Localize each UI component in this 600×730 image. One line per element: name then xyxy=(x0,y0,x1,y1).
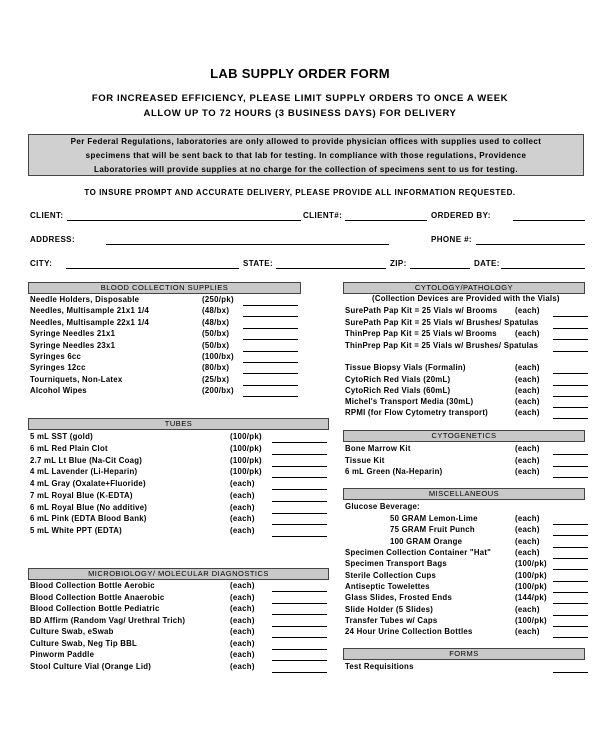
list-item: 5 mL White PPT (EDTA) xyxy=(30,526,123,535)
item-unit: (each) xyxy=(230,479,255,488)
list-item: 2.7 mL Lt Blue (Na-Cit Coag) xyxy=(30,456,143,465)
quantity-input[interactable] xyxy=(272,650,327,661)
item-unit: (each) xyxy=(515,386,540,395)
list-item: 6 mL Royal Blue (No additive) xyxy=(30,503,148,512)
quantity-input[interactable] xyxy=(553,456,588,467)
quantity-input[interactable] xyxy=(272,593,327,604)
item-unit: (48/bx) xyxy=(202,318,230,327)
list-item: Glass Slides, Frosted Ends xyxy=(345,593,453,602)
quantity-input[interactable] xyxy=(553,571,588,582)
list-item: Blood Collection Bottle Anaerobic xyxy=(30,593,165,602)
quantity-input[interactable] xyxy=(243,341,298,352)
quantity-input[interactable] xyxy=(272,491,327,502)
zip-field[interactable] xyxy=(410,268,470,269)
list-item: ThinPrep Pap Kit = 25 Vials w/ Brooms xyxy=(345,329,497,338)
list-item: 24 Hour Urine Collection Bottles xyxy=(345,627,473,636)
item-unit: (each) xyxy=(230,604,255,613)
list-item: BD Affirm (Random Vag/ Urethral Trich) xyxy=(30,616,186,625)
item-unit: (each) xyxy=(515,375,540,384)
list-item: CytoRich Red Vials (20mL) xyxy=(345,375,451,384)
quantity-input[interactable] xyxy=(272,479,327,490)
notice-line: Per Federal Regulations, laboratories are only allowed to provide physician offices with supplies used to collect xyxy=(70,137,542,146)
item-unit: (each) xyxy=(515,329,540,338)
quantity-input[interactable] xyxy=(272,639,327,650)
page-title: LAB SUPPLY ORDER FORM xyxy=(210,66,390,81)
item-unit: (each) xyxy=(515,525,540,534)
list-item: 4 mL Gray (Oxalate+Fluoride) xyxy=(30,479,146,488)
quantity-input[interactable] xyxy=(553,363,588,374)
list-item: Syringe Needles 21x1 xyxy=(30,329,116,338)
item-unit: (100/pk) xyxy=(230,467,262,476)
item-unit: (each) xyxy=(230,593,255,602)
list-item: Sterile Collection Cups xyxy=(345,571,437,580)
list-item: Test Requisitions xyxy=(345,662,414,671)
item-unit: (48/bx) xyxy=(202,306,230,315)
section-header-cytology: CYTOLOGY/PATHOLOGY xyxy=(343,282,585,294)
quantity-input[interactable] xyxy=(553,627,588,638)
ordered-by-field[interactable] xyxy=(513,220,585,221)
cytology-note: (Collection Devices are Provided with the Vials) xyxy=(372,294,560,303)
list-item: 4 mL Lavender (Li-Heparin) xyxy=(30,467,138,476)
quantity-input[interactable] xyxy=(272,627,327,638)
quantity-input[interactable] xyxy=(553,467,588,478)
quantity-input[interactable] xyxy=(272,456,327,467)
list-item: Pinworm Paddle xyxy=(30,650,95,659)
item-unit: (100/pk) xyxy=(515,616,547,625)
section-header-tubes: TUBES xyxy=(28,418,329,430)
quantity-input[interactable] xyxy=(553,408,588,419)
quantity-input[interactable] xyxy=(272,503,327,514)
list-item: 6 mL Pink (EDTA Blood Bank) xyxy=(30,514,147,523)
list-item: ThinPrep Pap Kit = 25 Vials w/ Brushes/ Spatulas xyxy=(345,341,539,350)
quantity-input[interactable] xyxy=(243,352,298,363)
ordered-by-label: ORDERED BY: xyxy=(431,211,491,220)
notice-line: specimens that will be sent back to that lab for testing. In compliance with those regulations, Providence xyxy=(85,151,527,160)
item-unit: (100/pk) xyxy=(230,432,262,441)
quantity-input[interactable] xyxy=(553,318,588,329)
list-item: Stool Culture Vial (Orange Lid) xyxy=(30,662,152,671)
quantity-input[interactable] xyxy=(553,514,588,525)
client-field[interactable] xyxy=(67,220,301,221)
list-item: Needles, Multisample 21x1 1/4 xyxy=(30,306,150,315)
item-unit: (50/bx) xyxy=(202,341,230,350)
item-unit: (each) xyxy=(230,526,255,535)
quantity-input[interactable] xyxy=(243,295,298,306)
list-item: Syringe Needles 23x1 xyxy=(30,341,116,350)
item-unit: (100/bx) xyxy=(202,352,234,361)
section-header-miscellaneous: MISCELLANEOUS xyxy=(343,488,585,500)
item-unit: (each) xyxy=(515,306,540,315)
list-item: CytoRich Red Vials (60mL) xyxy=(345,386,451,395)
list-item: Needles, Multisample 22x1 1/4 xyxy=(30,318,150,327)
instructions: TO INSURE PROMPT AND ACCURATE DELIVERY, PLEASE PROVIDE ALL INFORMATION REQUESTED. xyxy=(84,188,516,197)
item-unit: (each) xyxy=(230,581,255,590)
section-header-microbiology: MICROBIOLOGY/ MOLECULAR DIAGNOSTICS xyxy=(28,568,329,580)
list-item: Tissue Biopsy Vials (Formalin) xyxy=(345,363,466,372)
list-item: Syringes 6cc xyxy=(30,352,82,361)
zip-label: ZIP: xyxy=(390,259,407,268)
list-item: Tissue Kit xyxy=(345,456,385,465)
section-header-cytogenetics: CYTOGENETICS xyxy=(343,430,585,442)
phone-field[interactable] xyxy=(476,244,585,245)
item-unit: (250/pk) xyxy=(202,295,234,304)
client-number-label: CLIENT#: xyxy=(303,211,343,220)
quantity-input[interactable] xyxy=(272,514,327,525)
address-label: ADDRESS: xyxy=(30,235,75,244)
regulations-notice xyxy=(28,134,584,176)
quantity-input[interactable] xyxy=(553,662,588,673)
list-item: Bone Marrow Kit xyxy=(345,444,411,453)
item-unit: (25/bx) xyxy=(202,375,230,384)
item-unit: (each) xyxy=(230,514,255,523)
list-item: Slide Holder (5 Slides) xyxy=(345,605,434,614)
quantity-input[interactable] xyxy=(243,318,298,329)
item-unit: (each) xyxy=(515,363,540,372)
list-item: Michel's Transport Media (30mL) xyxy=(345,397,474,406)
address-field[interactable] xyxy=(106,244,389,245)
list-item: RPMI (for Flow Cytometry transport) xyxy=(345,408,489,417)
item-unit: (100/pk) xyxy=(230,444,262,453)
quantity-input[interactable] xyxy=(553,525,588,536)
quantity-input[interactable] xyxy=(272,581,327,592)
item-unit: (each) xyxy=(515,627,540,636)
subtitle-line-1: FOR INCREASED EFFICIENCY, PLEASE LIMIT SUPPLY ORDERS TO ONCE A WEEK xyxy=(91,93,509,104)
item-unit: (each) xyxy=(515,456,540,465)
item-unit: (144/pk) xyxy=(515,593,547,602)
phone-label: PHONE #: xyxy=(431,235,472,244)
quantity-input[interactable] xyxy=(272,616,327,627)
item-unit: (each) xyxy=(515,397,540,406)
quantity-input[interactable] xyxy=(553,537,588,548)
section-header-forms: FORMS xyxy=(343,648,585,660)
item-unit: (100/pk) xyxy=(230,456,262,465)
list-item: 5 mL SST (gold) xyxy=(30,432,93,441)
client-label: CLIENT: xyxy=(30,211,64,220)
item-unit: (each) xyxy=(515,537,540,546)
list-item: 50 GRAM Lemon-Lime xyxy=(390,514,478,523)
list-item: 6 mL Red Plain Clot xyxy=(30,444,108,453)
quantity-input[interactable] xyxy=(553,375,588,386)
quantity-input[interactable] xyxy=(553,605,588,616)
item-unit: (each) xyxy=(230,650,255,659)
quantity-input[interactable] xyxy=(553,306,588,317)
list-item: SurePath Pap Kit = 25 Vials w/ Brushes/ Spatulas xyxy=(345,318,539,327)
list-item: Antiseptic Towelettes xyxy=(345,582,430,591)
item-unit: (each) xyxy=(515,408,540,417)
date-field[interactable] xyxy=(501,268,585,269)
subtitle-line-2: ALLOW UP TO 72 HOURS (3 BUSINESS DAYS) FOR DELIVERY xyxy=(143,108,457,119)
item-unit: (each) xyxy=(515,467,540,476)
list-item: SurePath Pap Kit = 25 Vials w/ Brooms xyxy=(345,306,498,315)
quantity-input[interactable] xyxy=(243,386,298,397)
city-label: CITY: xyxy=(30,259,53,268)
item-unit: (each) xyxy=(230,616,255,625)
quantity-input[interactable] xyxy=(272,662,327,673)
quantity-input[interactable] xyxy=(272,467,327,478)
quantity-input[interactable] xyxy=(243,375,298,386)
item-unit: (100/pk) xyxy=(515,582,547,591)
list-item: Tourniquets, Non-Latex xyxy=(30,375,123,384)
item-unit: (each) xyxy=(230,639,255,648)
list-item: Blood Collection Bottle Aerobic xyxy=(30,581,155,590)
list-item: Specimen Transport Bags xyxy=(345,559,447,568)
item-unit: (each) xyxy=(230,491,255,500)
quantity-input[interactable] xyxy=(553,616,588,627)
list-item: Needle Holders, Disposable xyxy=(30,295,140,304)
item-unit: (100/pk) xyxy=(515,559,547,568)
quantity-input[interactable] xyxy=(553,559,588,570)
list-item: Syringes 12cc xyxy=(30,363,86,372)
item-unit: (each) xyxy=(515,444,540,453)
quantity-input[interactable] xyxy=(272,526,327,537)
item-unit: (each) xyxy=(230,627,255,636)
list-item: Specimen Collection Container "Hat" xyxy=(345,548,492,557)
quantity-input[interactable] xyxy=(272,444,327,455)
quantity-input[interactable] xyxy=(553,397,588,408)
quantity-input[interactable] xyxy=(272,604,327,615)
quantity-input[interactable] xyxy=(243,363,298,374)
quantity-input[interactable] xyxy=(553,444,588,455)
quantity-input[interactable] xyxy=(553,582,588,593)
client-number-field[interactable] xyxy=(345,220,427,221)
list-item: 6 mL Green (Na-Heparin) xyxy=(345,467,443,476)
item-unit: (50/bx) xyxy=(202,329,230,338)
state-field[interactable] xyxy=(276,268,386,269)
item-unit: (100/pk) xyxy=(515,571,547,580)
item-unit: (each) xyxy=(515,605,540,614)
list-item: Blood Collection Bottle Pediatric xyxy=(30,604,160,613)
list-item: 75 GRAM Fruit Punch xyxy=(390,525,475,534)
quantity-input[interactable] xyxy=(243,306,298,317)
notice-line: Laboratories will provide supplies at no charge for the collection of specimens sent to us for testing. xyxy=(94,165,518,174)
list-item: 7 mL Royal Blue (K-EDTA) xyxy=(30,491,133,500)
city-field[interactable] xyxy=(66,268,239,269)
quantity-input[interactable] xyxy=(553,329,588,340)
quantity-input[interactable] xyxy=(553,386,588,397)
quantity-input[interactable] xyxy=(272,432,327,443)
quantity-input[interactable] xyxy=(553,341,588,352)
quantity-input[interactable] xyxy=(553,548,588,559)
list-item: Culture Swab, eSwab xyxy=(30,627,114,636)
quantity-input[interactable] xyxy=(553,593,588,604)
item-unit: (80/bx) xyxy=(202,363,230,372)
glucose-beverage-label: Glucose Beverage: xyxy=(345,502,420,511)
quantity-input[interactable] xyxy=(243,329,298,340)
item-unit: (200/bx) xyxy=(202,386,234,395)
item-unit: (each) xyxy=(515,548,540,557)
list-item: Transfer Tubes w/ Caps xyxy=(345,616,438,625)
date-label: DATE: xyxy=(474,259,500,268)
item-unit: (each) xyxy=(515,514,540,523)
section-header-blood-collection: BLOOD COLLECTION SUPPLIES xyxy=(28,282,301,294)
list-item: Culture Swab, Neg Tip BBL xyxy=(30,639,138,648)
state-label: STATE: xyxy=(243,259,274,268)
list-item: Alcohol Wipes xyxy=(30,386,87,395)
list-item: 100 GRAM Orange xyxy=(390,537,463,546)
item-unit: (each) xyxy=(230,662,255,671)
item-unit: (each) xyxy=(230,503,255,512)
